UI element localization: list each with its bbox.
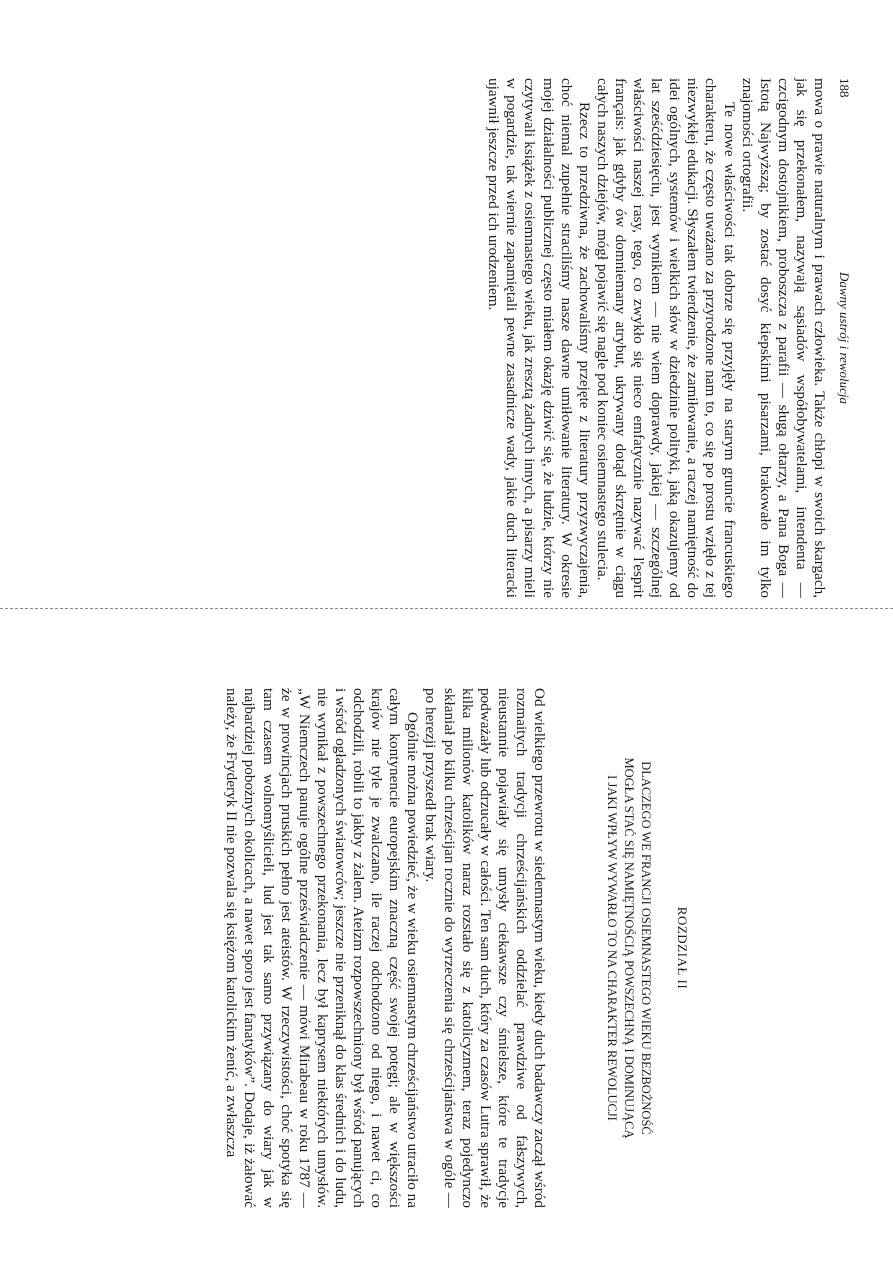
- paragraph: Rzecz to przedziwna, że zachowaliśmy przejęte z literatury przyzwyczajenia, choć niemal zupełnie straciliśmy nasze dawne umiłowanie literatury. W okresie mojej działalności publicznej często miałem okazję dziwić się, że ludzie, którzy nie czytywali książek z osiemnastego wieku, jak zresztą żadnych innych, a pisarzy mieli w pogardzie, tak wiernie zapamiętali pewne zasadnicze wady, jakie duch literacki ujawnił jeszcze przed ich urodzeniem.: [485, 78, 593, 598]
- chapter-label: ROZDZIAŁ II: [675, 906, 690, 990]
- paragraph: mowa o prawie naturalnym i prawach człowieka. Także chłopi w swoich skargach, jak się przekonałem, nazywają sąsiadów współobywatelami, intendenta — czcigodnym dostojnikiem, proboszcza z parafii — sługą ołtarzy, a Pana Boga — Istotą Najwyższą; by zostać dosyć kiepskimi pisarzami, brakowało im tylko znajomości ortografii.: [738, 78, 828, 598]
- chapter-title: [603, 688, 654, 1208]
- paragraph: Od wielkiego przewrotu w siedemnastym wieku, kiedy duch badawczy zaczął wśród rozmaitych tradycji chrześcijańskich oddzielać prawdziwe od fałszywych, nieustannie pojawiały się umysły ciekawsze czy śmielsze, które te tradycje podważały lub odrzucały w całości. Ten sam duch, który za czasów Lutra sprawił, że kilka milionów katolików naraz rozstało się z katolicyzmem, teraz pojedynczo skłaniał po kilku chrześcijan rocznie do wyrzeczenia się chrześcijaństwa w ogóle — po herezji przyszedł brak wiary.: [422, 688, 548, 1208]
- paragraph: Te nowe właściwości tak dobrze się przyjęły na starym gruncie francuskiego charakteru, że często uważano za przyrodzone nam to, co się po prostu wzięło z tej niezwykłej edukacji. Słyszałem twierdzenie, że zamiłowanie, a raczej namiętność do idei ogólnych, systemów i wielkich słów w dziedzinie polityki, jaką okazujemy od lat sześćdziesięciu, jest wynikiem — nie wiem doprawdy, jakiej — szczególnej właściwości naszej rasy, tego, co zwykło się nieco emfatycznie nazywać l'esprit français: jak gdyby ów domniemany atrybut, ukrywany dotąd skrzętnie w ciągu całych naszych dziejów, mógł pojawić się nagle pod koniec osiemnastego stulecia.: [593, 78, 738, 598]
- chapter-title-line: DLACZEGO WE FRANCJI OSIEMNASTEGO WIEKU BEZBOŻNOŚĆ: [639, 761, 653, 1135]
- chapter-title-line: I JAKI WPŁYW WYWARŁO TO NA CHARAKTER REWOLUCJI: [605, 775, 619, 1121]
- running-title: Dawny ustrój i rewolucja: [837, 271, 852, 405]
- chapter-title-line: MOGŁA STAĆ SIĘ NAMIĘTNOŚCIĄ POWSZECHNĄ I DOMINUJĄCĄ: [622, 757, 636, 1139]
- paragraph: Ogólnie można powiedzieć, że w wieku osiemnastym chrześcijaństwo utraciło na całym kontynencie europejskim znaczną część swojej potęgi; ale w większości krajów nie tyle je zwalczano, ile raczej odchodzono od niego, i nawet ci, co odchodzili, robili to jakby z żalem. Ateizm rozpowszechniony był wśród panujących i wśród ogładzonych światowców; jeszcze nie przeniknął do klas średnich i do ludu, nie wynikał z powszechnego przekonania, lecz był kaprysem niektórych umysłów. „W Niemczech panuje ogólne przeświadczenie — mówi Mirabeau w roku 1787 — że w prowincjach pruskich pełno jest ateistów. W rzeczywistości, choć spotyka się tam czasem wolnomyślicieli, lud jest tak samo przywiązany do wiary jak w najbardziej pobożnych okolicach, a nawet sporo jest fanatyków”. Dodaje, iż żałować należy, że Fryderyk II nie pozwala się księżom katolickim żenić, a zwłaszcza: [223, 688, 422, 1208]
- running-header: [832, 78, 852, 598]
- page-number: 188: [837, 78, 852, 98]
- top-page-body: [484, 78, 828, 598]
- top-page: [322, 78, 852, 598]
- bottom-page-body: [222, 688, 548, 1208]
- page-fold-line: [0, 608, 893, 609]
